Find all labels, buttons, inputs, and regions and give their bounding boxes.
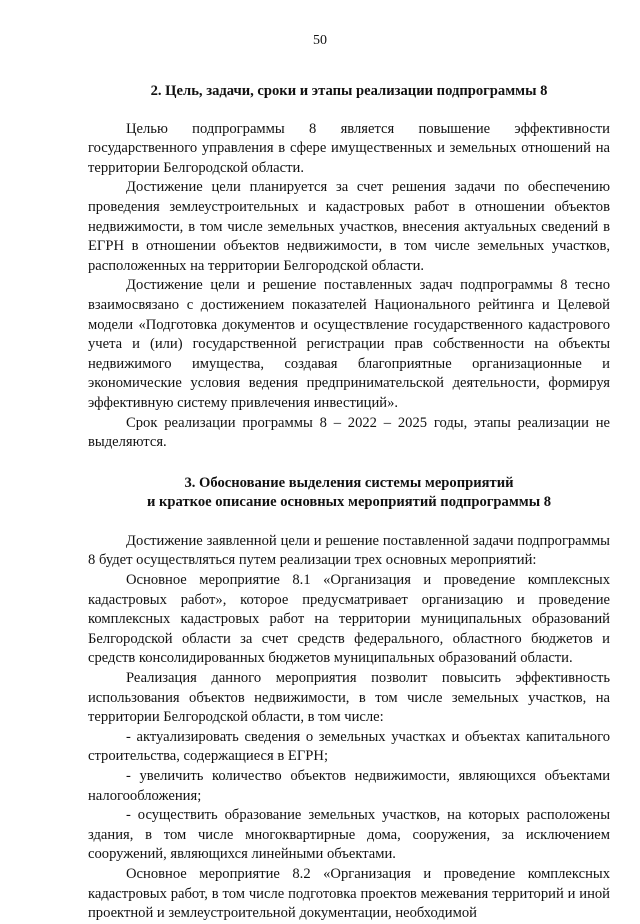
section-3-list-item-update: - актуализировать сведения о земельных участках и объектах капитального строительства, содержащиеся в ЕГРН; (88, 728, 610, 765)
section-3-paragraph-efficiency: Реализация данного мероприятия позволит повысить эффективность использования объектов недвижимости, в том числе земельных участков, на территории Белгородской области, в том числе: (88, 670, 610, 726)
section-2-paragraph-term: Срок реализации программы 8 – 2022 – 2025 годы, этапы реализации не выделяются. (88, 414, 610, 451)
section-3-heading (88, 474, 610, 513)
section-2-heading: 2. Цель, задачи, сроки и этапы реализации подпрограммы 8 (150, 83, 548, 99)
page-number: 50 (313, 33, 327, 48)
page-body (88, 82, 610, 924)
section-2-paragraph-goal: Целью подпрограммы 8 является повышение эффективности государственного управления в сфере имущественных и земельных отношений на территории Белгородской области. (88, 120, 610, 176)
section-3-paragraph-measure-8-1: Основное мероприятие 8.1 «Организация и проведение комплексных кадастровых работ», которое предусматривает организацию и проведение комплексных кадастровых работ на территории муниципальных образований Белгородской области за счет средств федерального, областного бюджетов и средств консолидированных бюджетов муниципальных образований области. (88, 572, 610, 667)
section-3-list-item-increase: - увеличить количество объектов недвижимости, являющихся объектами налогообложения; (88, 768, 610, 804)
section-2-paragraph-indicators: Достижение цели и решение поставленных задач подпрограммы 8 тесно взаимосвязано с достижением показателей Национального рейтинга и Целевой модели «Подготовка документов и осуществление государственного кадастрового учета и (или) государственной регистрации прав собственности на объекты недвижимого имущества, создавая благоприятные организационные и экономические условия ведения предпринимательской деятельности, формируя эффективную систему привлечения инвестиций». (88, 277, 610, 411)
section-3-paragraph-measure-8-2: Основное мероприятие 8.2 «Организация и проведение комплексных кадастровых работ, в том числе подготовка проектов межевания территорий и иной проектной и землеустроительной документации, необходимой (88, 865, 610, 922)
section-3-list-item-formation: - осуществить образование земельных участков, на которых расположены здания, в том числе многоквартирные дома, сооружения, за исключением сооружений, являющихся линейными объектами. (88, 807, 610, 863)
section-2-paragraph-achievement: Достижение цели планируется за счет решения задачи по обеспечению проведения землеустроительных и кадастровых работ в отношении объектов недвижимости, в том числе земельных участков, внесения актуальных сведений в ЕГРН в отношении объектов недвижимости, в том числе земельных участков, расположенных на территории Белгородской области. (88, 179, 610, 274)
section-3-heading-line-2: и краткое описание основных мероприятий подпрограммы 8 (146, 494, 552, 511)
section-3-paragraph-intro: Достижение заявленной цели и решение поставленной задачи подпрограммы 8 будет осуществляться путем реализации трех основных мероприятий: (88, 532, 610, 569)
section-3-heading-line-1: 3. Обоснование выделения системы мероприятий (184, 474, 514, 491)
